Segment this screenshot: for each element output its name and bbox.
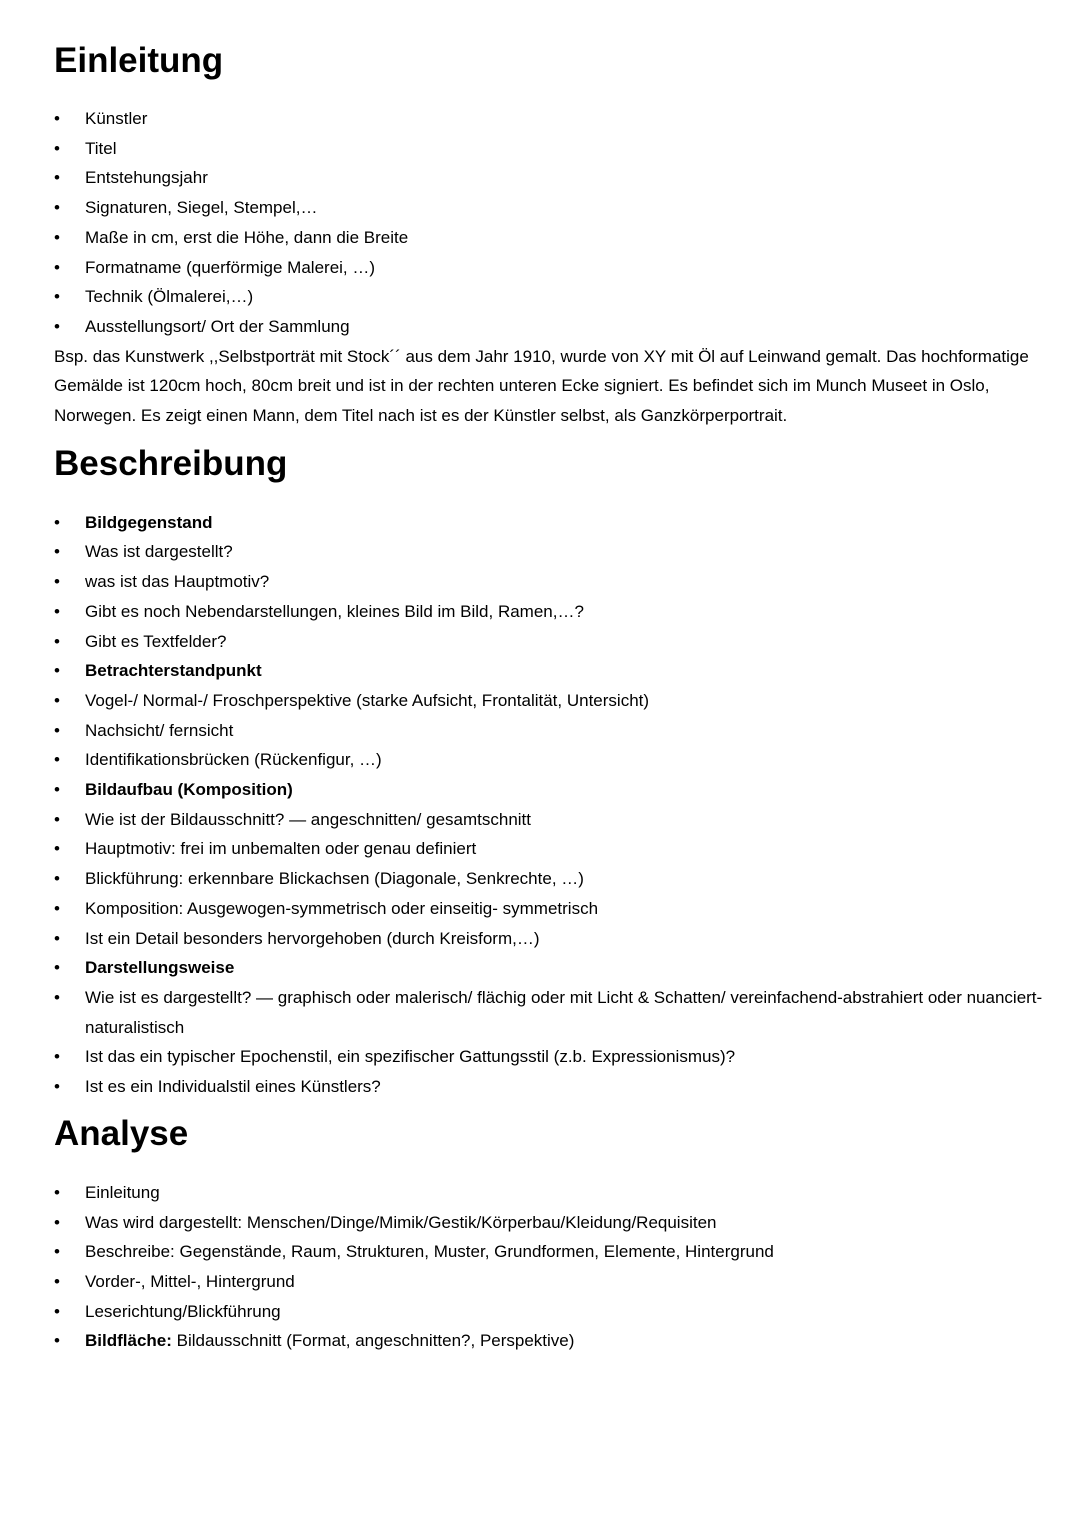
list-item bbox=[54, 1178, 1044, 1208]
list-item-text: Betrachterstandpunkt bbox=[85, 661, 262, 681]
list-item-text: Identifikationsbrücken (Rückenfigur, …) bbox=[85, 750, 382, 770]
bullet-icon: • bbox=[54, 542, 60, 562]
example-paragraph: Bsp. das Kunstwerk ,,Selbstporträt mit Stock´´ aus dem Jahr 1910, wurde von XY mit Öl auf Leinwand gemalt. Das hochformatige Gemälde ist 120cm hoch, 80cm breit und ist in der rechten unteren Ecke signiert. Es befindet sich im Munch Museet in Oslo, Norwegen. Es zeigt einen Mann, dem Titel nach ist es der Künstler selbst, als Ganzkörperportrait. bbox=[54, 346, 1029, 426]
list-item-text: Blickführung: erkennbare Blickachsen (Diagonale, Senkrechte, …) bbox=[85, 869, 584, 889]
list-item bbox=[54, 983, 1044, 1042]
list-item bbox=[54, 1237, 1044, 1267]
bullet-icon: • bbox=[54, 227, 60, 247]
bullet-icon: • bbox=[54, 690, 60, 710]
list-item-text: Ist ein Detail besonders hervorgehoben (durch Kreisform,…) bbox=[85, 928, 540, 948]
list-item-text: Beschreibe: Gegenstände, Raum, Strukturen, Muster, Grundformen, Elemente, Hintergrund bbox=[85, 1242, 774, 1262]
list-item-text: Formatname (querförmige Malerei, …) bbox=[85, 257, 376, 277]
section-title-analyse: Analyse bbox=[54, 1113, 189, 1153]
list-item bbox=[54, 686, 1044, 716]
bullet-icon: • bbox=[54, 1331, 60, 1351]
bullet-icon: • bbox=[54, 138, 60, 158]
list-item-text: Was wird dargestellt: Menschen/Dinge/Mimik/Gestik/Körperbau/Kleidung/Requisiten bbox=[85, 1212, 717, 1232]
bullet-icon: • bbox=[54, 928, 60, 948]
list-item bbox=[54, 1267, 1044, 1297]
bullet-icon: • bbox=[54, 958, 60, 978]
list-item bbox=[54, 834, 1044, 864]
list-item bbox=[54, 253, 1044, 283]
list-item-text: Leserichtung/Blickführung bbox=[85, 1301, 281, 1321]
bullet-list-beschreibung bbox=[54, 508, 1044, 1102]
bullet-icon: • bbox=[54, 1301, 60, 1321]
bullet-icon: • bbox=[54, 1242, 60, 1262]
bullet-icon: • bbox=[54, 869, 60, 889]
list-item-text: Signaturen, Siegel, Stempel,… bbox=[85, 198, 318, 218]
list-item-text: Vorder-, Mittel-, Hintergrund bbox=[85, 1271, 295, 1291]
list-item bbox=[54, 134, 1044, 164]
list-item bbox=[54, 1297, 1044, 1327]
section-title-beschreibung: Beschreibung bbox=[54, 443, 288, 483]
bullet-list-einleitung bbox=[54, 104, 1044, 342]
list-item bbox=[54, 597, 1044, 627]
bullet-icon: • bbox=[54, 316, 60, 336]
bullet-icon: • bbox=[54, 1182, 60, 1202]
list-item-text: Gibt es noch Nebendarstellungen, kleines Bild im Bild, Ramen,…? bbox=[85, 601, 584, 621]
list-item-text: Einleitung bbox=[85, 1182, 160, 1202]
list-item bbox=[54, 1042, 1044, 1072]
bullet-icon: • bbox=[54, 1271, 60, 1291]
list-item-text: Wie ist es dargestellt? — graphisch oder malerisch/ flächig oder mit Licht & Schatten/ vereinfachend-abstrahiert oder nuanciert-naturalistisch bbox=[85, 987, 1043, 1037]
list-item-label: Bildfläche: bbox=[85, 1331, 172, 1351]
list-item bbox=[54, 567, 1044, 597]
list-item-text: Nachsicht/ fernsicht bbox=[85, 720, 234, 740]
list-item-text: Ist es ein Individualstil eines Künstlers? bbox=[85, 1077, 381, 1097]
list-item bbox=[54, 312, 1044, 342]
list-item bbox=[54, 537, 1044, 567]
list-item-text: Ist das ein typischer Epochenstil, ein spezifischer Gattungsstil (z.b. Expressionismus)? bbox=[85, 1047, 736, 1067]
bullet-icon: • bbox=[54, 257, 60, 277]
list-item bbox=[54, 104, 1044, 134]
list-item-text: Maße in cm, erst die Höhe, dann die Breite bbox=[85, 227, 409, 247]
bullet-icon: • bbox=[54, 109, 60, 128]
bullet-icon: • bbox=[54, 809, 60, 829]
list-item-text: Bildaufbau (Komposition) bbox=[85, 780, 293, 800]
list-item bbox=[54, 864, 1044, 894]
bullet-icon: • bbox=[54, 631, 60, 651]
list-item-text: Entstehungsjahr bbox=[85, 168, 208, 188]
bullet-list-analyse-last bbox=[54, 1326, 1044, 1356]
bullet-icon: • bbox=[54, 839, 60, 859]
bullet-list-analyse bbox=[54, 1178, 1044, 1327]
list-item bbox=[54, 953, 1044, 983]
list-item-text: Gibt es Textfelder? bbox=[85, 631, 227, 651]
list-item-text: Was ist dargestellt? bbox=[85, 542, 233, 562]
list-item-text: Technik (Ölmalerei,…) bbox=[85, 287, 254, 307]
bullet-icon: • bbox=[54, 750, 60, 770]
list-item bbox=[54, 775, 1044, 805]
list-item-text: Wie ist der Bildausschnitt? — angeschnitten/ gesamtschnitt bbox=[85, 809, 531, 829]
list-item bbox=[54, 1072, 1044, 1102]
bullet-icon: • bbox=[54, 1047, 60, 1067]
list-item bbox=[54, 282, 1044, 312]
bullet-icon: • bbox=[54, 661, 60, 681]
list-item-text: Künstler bbox=[85, 109, 148, 128]
bullet-icon: • bbox=[54, 1077, 60, 1097]
list-item-text: Hauptmotiv: frei im unbemalten oder genau definiert bbox=[85, 839, 477, 859]
list-item-text: Komposition: Ausgewogen-symmetrisch oder einseitig- symmetrisch bbox=[85, 898, 599, 918]
list-item-text: Bildgegenstand bbox=[85, 512, 213, 532]
list-item bbox=[54, 508, 1044, 538]
list-item bbox=[54, 223, 1044, 253]
section-title-einleitung: Einleitung bbox=[54, 41, 224, 80]
list-item bbox=[54, 805, 1044, 835]
bullet-icon: • bbox=[54, 898, 60, 918]
list-item-text: Titel bbox=[85, 138, 117, 158]
list-item bbox=[54, 193, 1044, 223]
bullet-icon: • bbox=[54, 987, 60, 1007]
list-item bbox=[54, 716, 1044, 746]
document-page bbox=[54, 40, 1044, 1356]
list-item bbox=[54, 627, 1044, 657]
bullet-icon: • bbox=[54, 720, 60, 740]
list-item-text: Darstellungsweise bbox=[85, 958, 235, 978]
list-item bbox=[54, 163, 1044, 193]
list-item bbox=[54, 924, 1044, 954]
list-item-text: Bildausschnitt (Format, angeschnitten?, Perspektive) bbox=[171, 1331, 575, 1351]
bullet-icon: • bbox=[54, 287, 60, 307]
list-item-text: Ausstellungsort/ Ort der Sammlung bbox=[85, 316, 350, 336]
bullet-icon: • bbox=[54, 572, 60, 592]
list-item-text: was ist das Hauptmotiv? bbox=[85, 572, 270, 592]
list-item-text: Vogel-/ Normal-/ Froschperspektive (starke Aufsicht, Frontalität, Untersicht) bbox=[85, 690, 650, 710]
bullet-icon: • bbox=[54, 512, 60, 532]
list-item bbox=[54, 1326, 1044, 1356]
bullet-icon: • bbox=[54, 601, 60, 621]
list-item bbox=[54, 894, 1044, 924]
list-item bbox=[54, 1208, 1044, 1238]
bullet-icon: • bbox=[54, 780, 60, 800]
bullet-icon: • bbox=[54, 198, 60, 218]
bullet-icon: • bbox=[54, 168, 60, 188]
bullet-icon: • bbox=[54, 1212, 60, 1232]
list-item bbox=[54, 745, 1044, 775]
list-item bbox=[54, 656, 1044, 686]
